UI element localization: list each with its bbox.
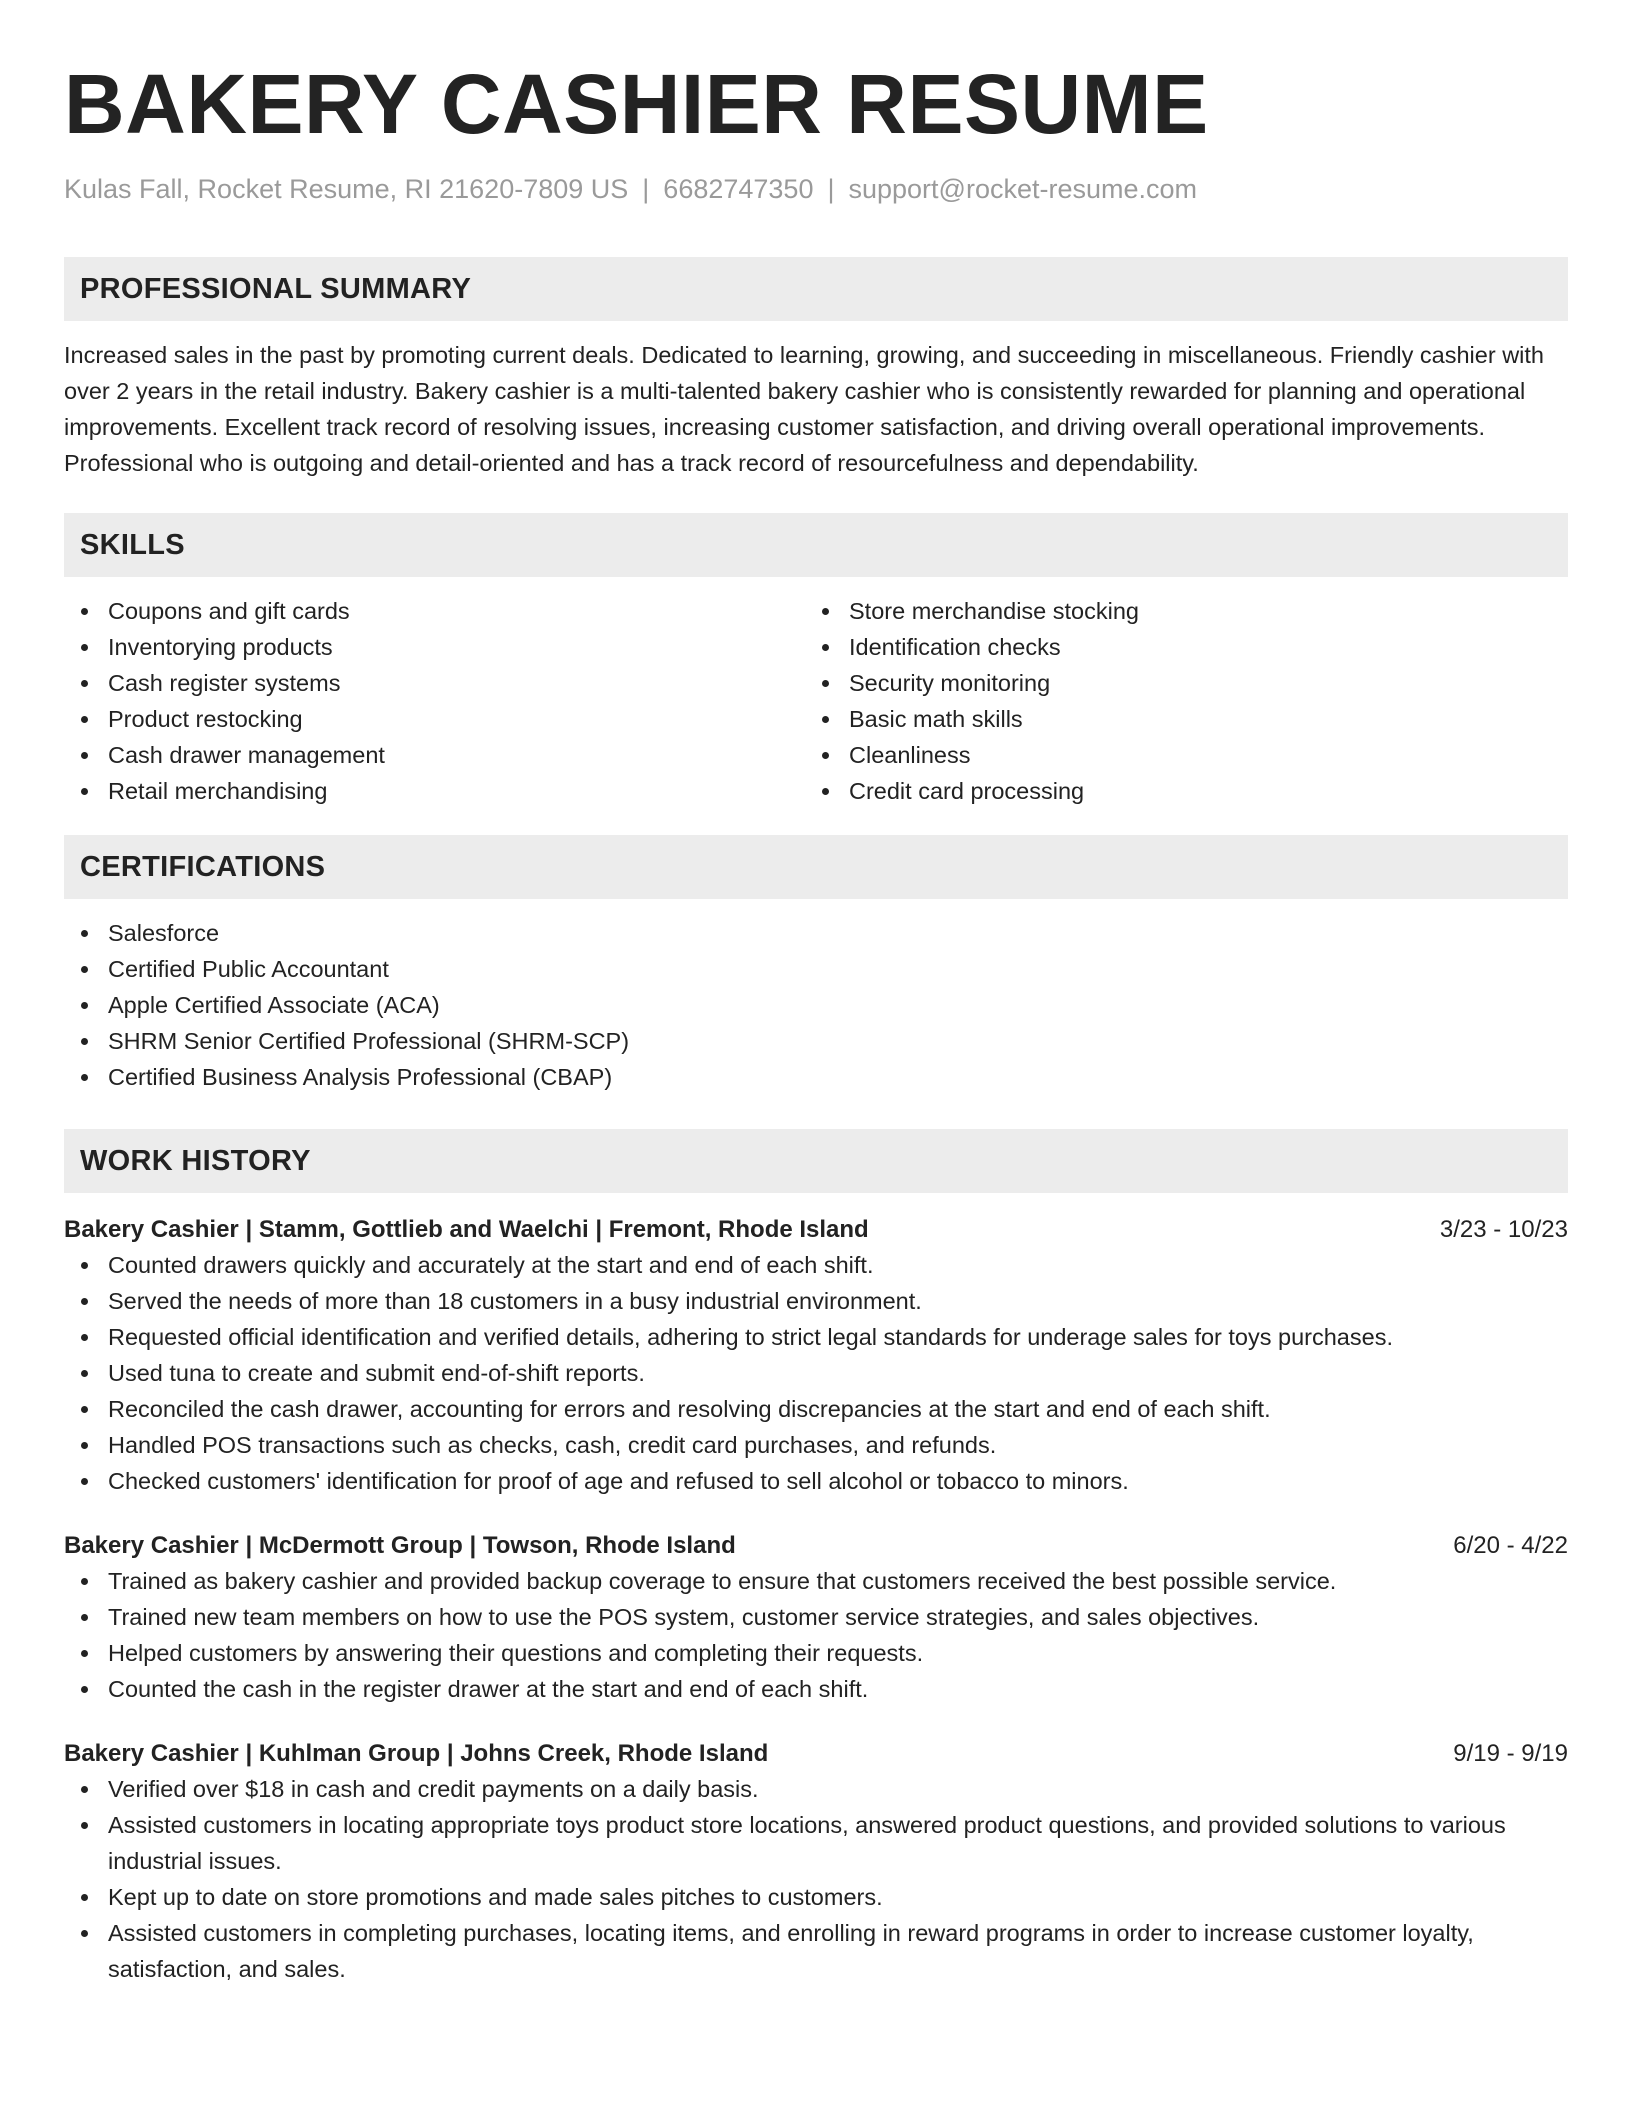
job-bullet: Trained new team members on how to use the POS system, customer service strategies, and sales objectives. — [64, 1599, 1568, 1635]
job-dates: 3/23 - 10/23 — [1439, 1216, 1568, 1243]
job-bullet: Trained as bakery cashier and provided backup coverage to ensure that customers received the best possible service. — [64, 1563, 1568, 1599]
contact-line — [64, 172, 1568, 206]
job-bullet: Counted drawers quickly and accurately at the start and end of each shift. — [64, 1247, 1568, 1283]
skill-item: Basic math skills — [805, 701, 1546, 737]
contact-address: Kulas Fall, Rocket Resume, RI 21620-7809 US — [64, 174, 629, 204]
resume-title: BAKERY CASHIER RESUME — [64, 57, 1209, 151]
job-bullets — [64, 1247, 1568, 1499]
skills-grid — [64, 593, 1568, 809]
job-bullet: Verified over $18 in cash and credit payments on a daily basis. — [64, 1771, 1568, 1807]
job-header — [64, 1737, 1568, 1771]
summary-text: Increased sales in the past by promoting current deals. Dedicated to learning, growing, and succeeding in miscellaneous. Friendly cashier with over 2 years in the retail industry. Bakery cashier is a multi-talented bakery cashier who is consistently rewarded for planning and operational improvements. Excellent track record of resolving issues, increasing customer satisfaction, and driving overall operational improvements. Professional who is outgoing and detail-oriented and has a track record of resourcefulness and dependability. — [64, 342, 1544, 476]
job-bullet: Kept up to date on store promotions and made sales pitches to customers. — [64, 1879, 1568, 1915]
skill-item: Retail merchandising — [64, 773, 805, 809]
job-bullets — [64, 1771, 1568, 1987]
certification-item: Apple Certified Associate (ACA) — [64, 987, 1568, 1023]
skill-item: Cash register systems — [64, 665, 805, 701]
contact-phone: 6682747350 — [663, 174, 814, 204]
certifications-list — [64, 915, 1568, 1095]
job-header — [64, 1213, 1568, 1247]
job-bullet: Helped customers by answering their questions and completing their requests. — [64, 1635, 1568, 1671]
job-bullet: Served the needs of more than 18 customers in a busy industrial environment. — [64, 1283, 1568, 1319]
skill-item: Credit card processing — [805, 773, 1546, 809]
job-entry — [64, 1213, 1568, 1499]
job-header — [64, 1529, 1568, 1563]
skill-item: Product restocking — [64, 701, 805, 737]
job-title: Bakery Cashier | Kuhlman Group | Johns Creek, Rhode Island — [64, 1740, 769, 1767]
contact-email: support@rocket-resume.com — [848, 174, 1198, 204]
skill-item: Store merchandise stocking — [805, 593, 1546, 629]
skill-item: Security monitoring — [805, 665, 1546, 701]
certification-item: Certified Business Analysis Professional (CBAP) — [64, 1059, 1568, 1095]
skill-item: Cleanliness — [805, 737, 1546, 773]
skills-list-right — [805, 593, 1546, 809]
job-bullet: Counted the cash in the register drawer at the start and end of each shift. — [64, 1671, 1568, 1707]
skill-item: Identification checks — [805, 629, 1546, 665]
job-title: Bakery Cashier | Stamm, Gottlieb and Waelchi | Fremont, Rhode Island — [64, 1216, 869, 1243]
skill-item: Coupons and gift cards — [64, 593, 805, 629]
job-entry — [64, 1737, 1568, 1987]
job-title: Bakery Cashier | McDermott Group | Towson, Rhode Island — [64, 1532, 736, 1559]
job-bullet: Reconciled the cash drawer, accounting for errors and resolving discrepancies at the start and end of each shift. — [64, 1391, 1568, 1427]
job-bullet: Assisted customers in locating appropriate toys product store locations, answered product questions, and provided solutions to various industrial issues. — [64, 1807, 1568, 1879]
job-entry — [64, 1529, 1568, 1707]
job-dates: 9/19 - 9/19 — [1453, 1740, 1568, 1767]
job-bullet: Handled POS transactions such as checks, cash, credit card purchases, and refunds. — [64, 1427, 1568, 1463]
job-bullet: Requested official identification and verified details, adhering to strict legal standards for underage sales for toys purchases. — [64, 1319, 1568, 1355]
job-bullet: Checked customers' identification for proof of age and refused to sell alcohol or tobacco to minors. — [64, 1463, 1568, 1499]
section-header-skills: SKILLS — [64, 513, 1568, 577]
skill-item: Cash drawer management — [64, 737, 805, 773]
job-bullets — [64, 1563, 1568, 1707]
section-header-summary: PROFESSIONAL SUMMARY — [64, 257, 1568, 321]
skills-list-left — [64, 593, 805, 809]
job-dates: 6/20 - 4/22 — [1453, 1532, 1568, 1559]
section-header-certifications: CERTIFICATIONS — [64, 835, 1568, 899]
certification-item: Salesforce — [64, 915, 1568, 951]
contact-separator: | — [827, 174, 835, 204]
job-bullet: Assisted customers in completing purchases, locating items, and enrolling in reward programs in order to increase customer loyalty, satisfaction, and sales. — [64, 1915, 1568, 1987]
job-bullet: Used tuna to create and submit end-of-shift reports. — [64, 1355, 1568, 1391]
skill-item: Inventorying products — [64, 629, 805, 665]
certification-item: SHRM Senior Certified Professional (SHRM-SCP) — [64, 1023, 1568, 1059]
section-header-work-history: WORK HISTORY — [64, 1129, 1568, 1193]
contact-separator: | — [642, 174, 650, 204]
certification-item: Certified Public Accountant — [64, 951, 1568, 987]
